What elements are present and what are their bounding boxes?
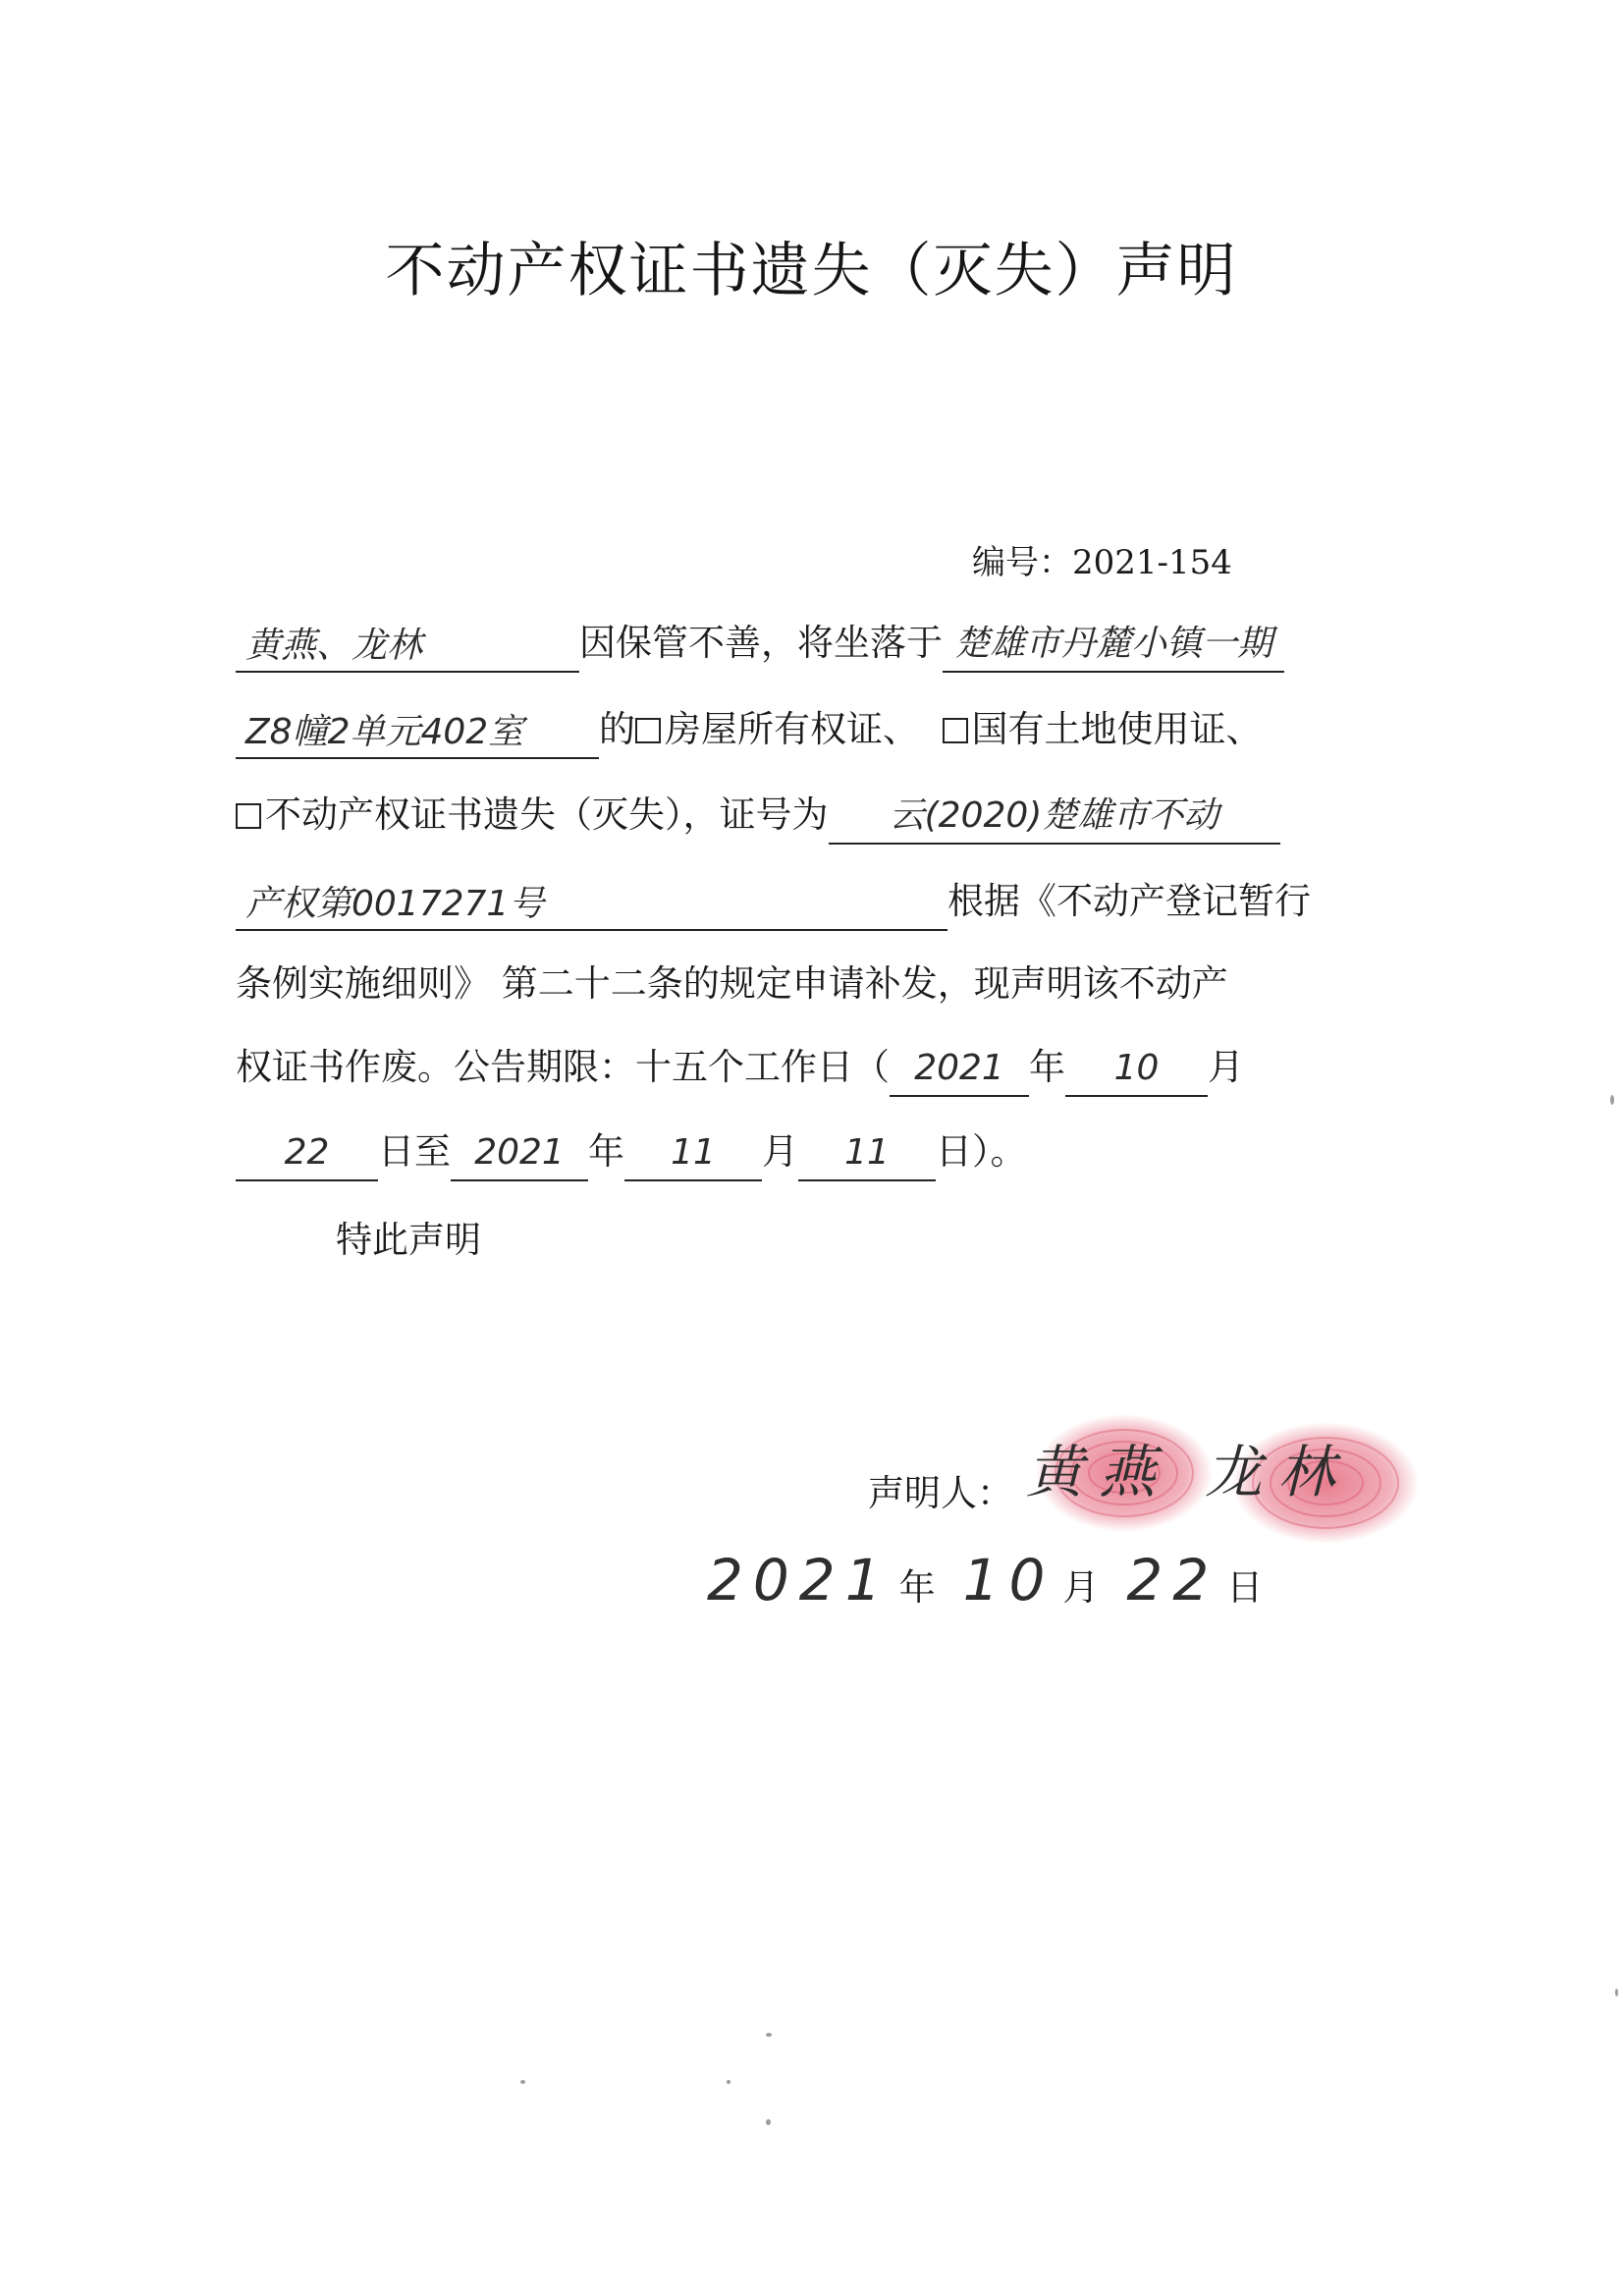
sign-year: 2021: [707, 1547, 892, 1613]
scan-speck: [1615, 1989, 1618, 1996]
scan-speck: [727, 2080, 730, 2084]
body-text-6: 日至: [378, 1130, 451, 1173]
body-text-3: 根据《不动产登记暂行: [947, 880, 1311, 922]
body-text-4: 条例实施细则》 第二十二条的规定申请补发，现声明该不动产: [236, 962, 1228, 1005]
scan-speck: [520, 2080, 525, 2084]
document-title: 不动产权证书遗失（灭失）声明: [385, 237, 1238, 305]
end-year-char: 年: [588, 1130, 624, 1173]
sign-month-char: 月: [1062, 1566, 1100, 1609]
declarant-signature: 黄燕 龙林: [1026, 1439, 1351, 1505]
start-month-char: 月: [1208, 1046, 1244, 1088]
end-month-char: 月: [762, 1130, 798, 1173]
scan-speck: [766, 2119, 771, 2125]
option-land-cert: 国有土地使用证、: [971, 708, 1263, 750]
option-realestate-cert: 不动产权证书遗失（灭失），证号为: [265, 793, 829, 836]
signature-date: [707, 1547, 1290, 1613]
body-line-6: [236, 1038, 1244, 1097]
body-text-1: 因保管不善，将坐落于: [579, 622, 943, 664]
checkbox-house-cert[interactable]: [635, 718, 661, 743]
location-field-1: 楚雄市丹麓小镇一期: [943, 618, 1284, 673]
sign-year-char: 年: [898, 1566, 936, 1609]
body-line-3: [236, 786, 1280, 845]
body-text-2: 的: [599, 708, 635, 750]
sign-day-char: 日: [1226, 1566, 1264, 1609]
cert-number-field-2: 产权第0017271号: [236, 878, 947, 931]
body-line-2: [236, 700, 1263, 759]
checkbox-land-cert[interactable]: [943, 718, 968, 743]
sign-day: 22: [1126, 1547, 1219, 1613]
body-text-7: 日）。: [936, 1130, 1027, 1173]
body-line-1: [236, 614, 1284, 673]
body-line-4: [236, 872, 1311, 931]
declarant-label: 声明人：: [868, 1472, 1013, 1514]
start-year-char: 年: [1029, 1046, 1065, 1088]
serial-number: 编号：2021-154: [972, 543, 1232, 582]
body-line-5: [236, 955, 1228, 1013]
body-line-7: [236, 1122, 1027, 1181]
body-text-5: 权证书作废。公告期限：十五个工作日（: [236, 1046, 890, 1088]
scan-speck: [766, 2033, 772, 2037]
cert-number-field-1: 云(2020)楚雄市不动: [829, 790, 1280, 845]
end-year-field: 2021: [451, 1126, 588, 1181]
location-field-2: Z8幢2单元402室: [236, 706, 599, 759]
scan-speck: [1610, 1095, 1614, 1105]
start-day-field: 22: [236, 1126, 378, 1181]
sign-month: 10: [962, 1547, 1055, 1613]
option-house-cert: 房屋所有权证、: [665, 708, 919, 750]
checkbox-realestate-cert[interactable]: [236, 803, 261, 829]
closing-statement: 特此声明: [336, 1219, 481, 1261]
end-month-field: 11: [624, 1126, 762, 1181]
start-month-field: 10: [1065, 1042, 1208, 1097]
start-year-field: 2021: [890, 1042, 1029, 1097]
end-day-field: 11: [798, 1126, 936, 1181]
owners-field: 黄燕、龙林: [236, 620, 579, 673]
